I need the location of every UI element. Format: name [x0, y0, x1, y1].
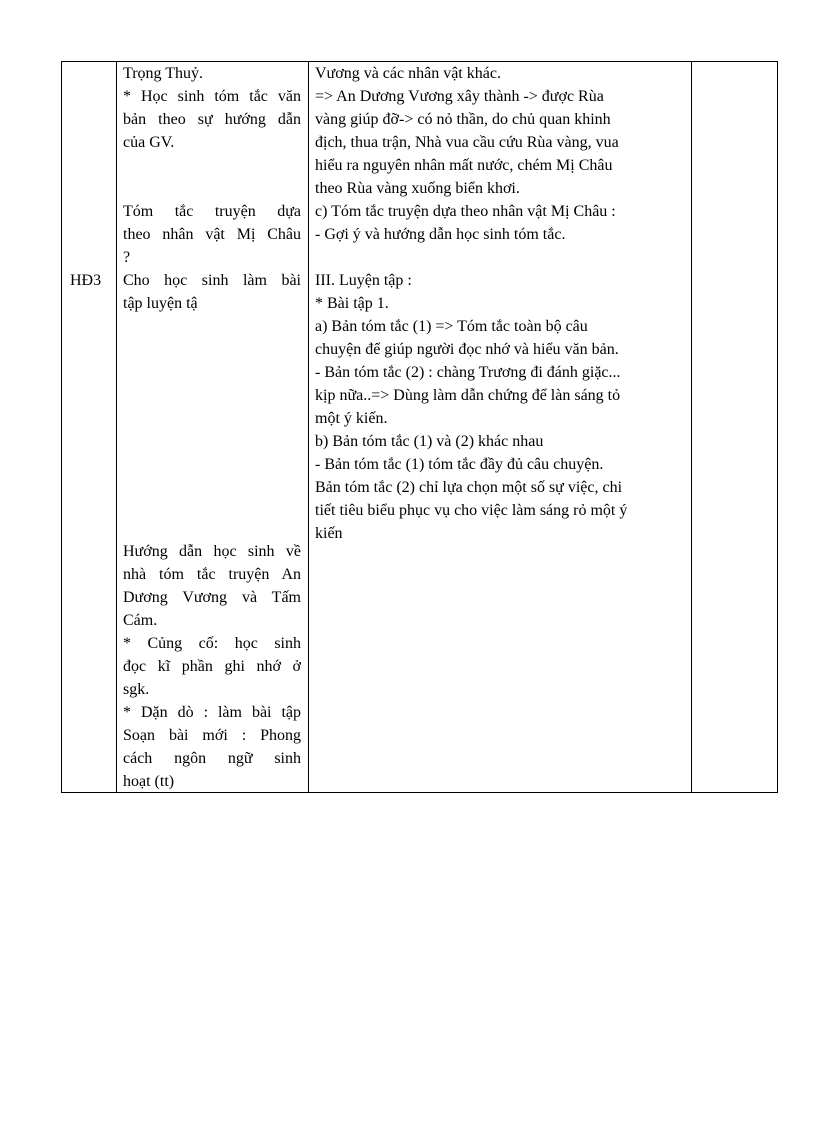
student-line: Cám. — [123, 612, 158, 629]
lesson-plan-table — [61, 61, 778, 793]
student-line: * Dặn dò : làm bài tập — [123, 704, 301, 721]
content-line: c) Tóm tắc truyện dựa theo nhân vật Mị Châu : — [315, 203, 616, 220]
content-line: vàng giúp đỡ-> có nỏ thần, do chủ quan khinh — [315, 111, 611, 128]
student-line: Trọng Thuỷ. — [123, 65, 204, 82]
student-activity-column — [117, 62, 309, 793]
student-line: nhà tóm tắc truyện An — [123, 566, 301, 583]
content-line: hiểu ra nguyên nhân mất nước, chém Mị Châu — [315, 157, 613, 174]
student-line: cách ngôn ngữ sinh — [123, 750, 301, 767]
student-line: Dương Vương và Tấm — [123, 589, 301, 606]
table-row — [62, 62, 778, 793]
student-line: tập luyện tậ — [123, 295, 198, 312]
activity-column — [62, 62, 117, 793]
notes-column — [692, 62, 778, 793]
student-line: * Củng cố: học sinh — [123, 635, 301, 652]
content-line: - Bản tóm tắc (1) tóm tắc đầy đủ câu chuyện. — [315, 456, 604, 473]
student-line: Tóm tắc truyện dựa — [123, 203, 301, 220]
student-line: Soạn bài mới : Phong — [123, 727, 301, 744]
content-line: theo Rùa vàng xuống biển khơi. — [315, 180, 520, 197]
student-line: ? — [123, 249, 131, 266]
content-line: địch, thua trận, Nhà vua cầu cứu Rùa vàng, vua — [315, 134, 619, 151]
content-line: b) Bản tóm tắc (1) và (2) khác nhau — [315, 433, 544, 450]
content-line: chuyện để giúp người đọc nhớ và hiểu văn bản. — [315, 341, 619, 358]
content-line: => An Dương Vương xây thành -> được Rùa — [315, 88, 604, 105]
content-line: tiết tiêu biểu phục vụ cho việc làm sáng rỏ một ý — [315, 502, 628, 519]
content-line: kịp nữa..=> Dùng làm dẫn chứng để làn sáng tỏ — [315, 387, 621, 404]
student-line: Cho học sinh làm bài — [123, 272, 301, 289]
content-line: - Gợi ý và hướng dẫn học sinh tóm tắc. — [315, 226, 566, 243]
student-line: của GV. — [123, 134, 175, 151]
student-line: đọc kĩ phần ghi nhớ ở — [123, 658, 301, 675]
content-line: III. Luyện tập : — [315, 272, 412, 289]
content-line: a) Bản tóm tắc (1) => Tóm tắc toàn bộ câu — [315, 318, 588, 335]
student-line: sgk. — [123, 681, 150, 698]
student-line: * Học sinh tóm tắc văn — [123, 88, 301, 105]
content-line: kiến — [315, 525, 343, 542]
content-line: một ý kiến. — [315, 410, 388, 427]
content-line: * Bài tập 1. — [315, 295, 389, 312]
content-line: Vương và các nhân vật khác. — [315, 65, 501, 82]
content-line: Bản tóm tắc (2) chỉ lựa chọn một số sự việc, chi — [315, 479, 623, 496]
activity-label: HĐ3 — [70, 272, 102, 289]
student-line: hoạt (tt) — [123, 773, 175, 790]
student-line: Hướng dẫn học sinh về — [123, 543, 301, 560]
content-line: - Bản tóm tắc (2) : chàng Trương đi đánh giặc... — [315, 364, 621, 381]
student-line: bản theo sự hướng dẫn — [123, 111, 301, 128]
lesson-content-column — [309, 62, 692, 793]
student-line: theo nhân vật Mị Châu — [123, 226, 301, 243]
